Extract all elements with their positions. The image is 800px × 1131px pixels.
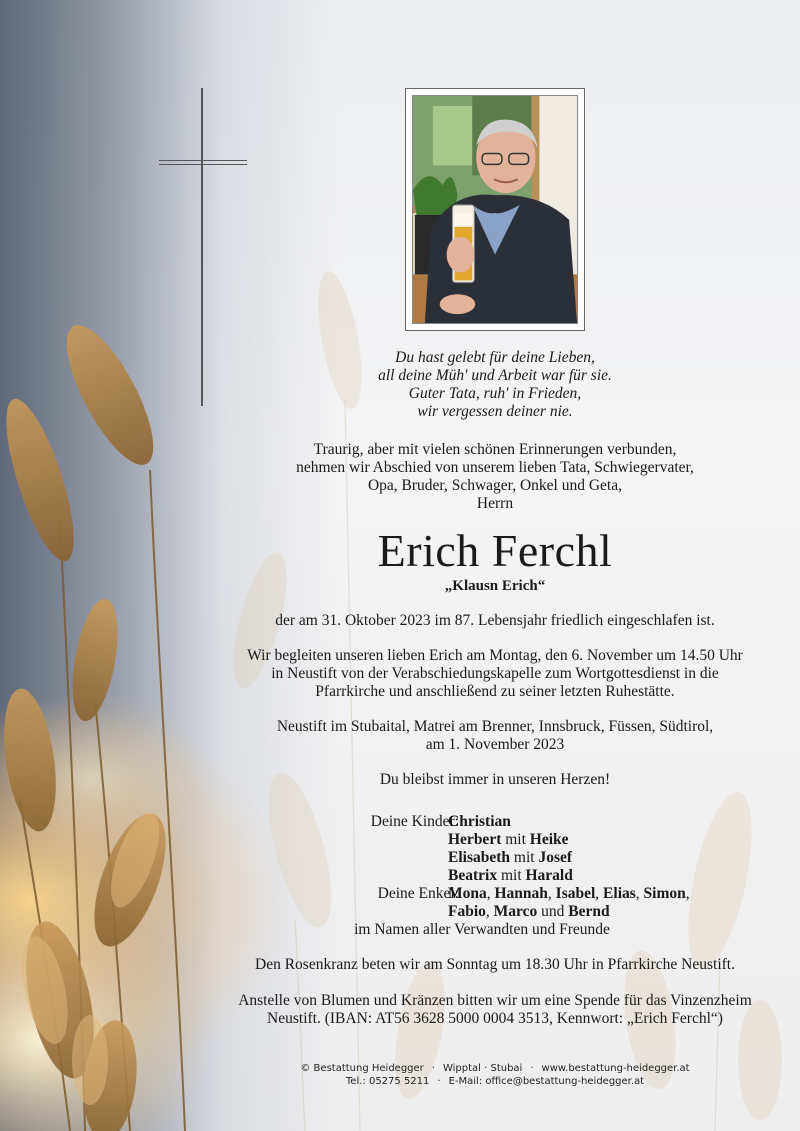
grandchildren-entry: Fabio, Marco und Bernd xyxy=(448,903,610,920)
connector-text: und xyxy=(537,903,569,920)
memorial-poem xyxy=(180,349,800,421)
grandchild-name: Fabio xyxy=(448,903,486,920)
grandchild-name: Bernd xyxy=(568,903,610,920)
family-row xyxy=(180,903,800,921)
funeral-line: Pfarrkirche und anschließend zu seiner letzten Ruhestätte. xyxy=(315,683,675,700)
poem-line: wir vergessen deiner nie. xyxy=(417,403,573,420)
donation-line: Neustift. (IBAN: AT56 3628 5000 0004 3513, Kennwort: „Erich Ferchl“) xyxy=(267,1010,723,1027)
grandchild-name: Elias xyxy=(603,885,636,902)
place-and-date xyxy=(180,718,800,754)
child-name: Elisabeth xyxy=(448,849,511,866)
connector-text: mit xyxy=(501,831,530,848)
grandchild-name: Marco xyxy=(493,903,538,920)
cross-icon-bar xyxy=(159,160,247,165)
funeral-line: in Neustift von der Verabschiedungskapelle zum Wortgottesdienst in die xyxy=(271,665,719,682)
footer-line xyxy=(180,1075,800,1088)
child-name: Herbert xyxy=(448,831,502,848)
grandchildren-entry: Mona, Hannah, Isabel, Elias, Simon, xyxy=(448,885,690,902)
company-email: E-Mail: office@bestattung-heidegger.at xyxy=(448,1076,645,1087)
portrait-photo xyxy=(412,95,578,324)
donation-notice xyxy=(180,992,800,1028)
connector-text: mit xyxy=(510,849,539,866)
child-entry xyxy=(448,831,569,849)
grandchildren-label: Deine Enkel: xyxy=(377,885,459,902)
grandchild-name: Hannah xyxy=(494,885,548,902)
funeral-line: Wir begleiten unseren lieben Erich am Montag, den 6. November um 14.50 Uhr xyxy=(247,647,743,664)
funeral-home-footer xyxy=(180,1062,800,1088)
additional-info xyxy=(180,956,800,1028)
company-phone: Tel.: 05275 5211 xyxy=(345,1076,430,1087)
family-row xyxy=(180,867,800,885)
family-row xyxy=(180,849,800,867)
grandchild-name: Simon xyxy=(643,885,686,902)
rosary-text: Den Rosenkranz beten wir am Sonntag um 18.30 Uhr in Pfarrkirche Neustift. xyxy=(255,956,735,973)
death-notice xyxy=(180,612,800,630)
connector-text: mit xyxy=(497,867,526,884)
child-entry xyxy=(448,849,572,867)
separator: · xyxy=(530,1063,534,1074)
intro-line: nehmen wir Abschied von unserem lieben Tata, Schwiegervater, xyxy=(296,459,694,476)
family-row xyxy=(180,831,800,849)
date-line: am 1. November 2023 xyxy=(425,736,565,753)
portrait-frame xyxy=(405,88,585,331)
intro-line: Traurig, aber mit vielen schönen Erinnerungen verbunden, xyxy=(313,441,677,458)
family-row xyxy=(180,813,800,831)
donation-line: Anstelle von Blumen und Kränzen bitten wir um eine Spende für das Vinzenzheim xyxy=(238,992,752,1009)
family-row xyxy=(180,885,800,903)
relatives-line: im Namen aller Verwandten und Freunde xyxy=(354,921,610,938)
intro-line: Opa, Bruder, Schwager, Onkel und Geta, xyxy=(367,477,622,494)
place-line: Neustift im Stubaital, Matrei am Brenner, Innsbruck, Füssen, Südtirol, xyxy=(276,718,714,735)
poem-line: Guter Tata, ruh' in Frieden, xyxy=(408,385,582,402)
child-name: Christian xyxy=(448,813,511,830)
grandchild-name: Isabel xyxy=(555,885,596,902)
child-entry xyxy=(448,813,511,831)
children-label: Deine Kinder: xyxy=(370,813,459,830)
obituary-text xyxy=(180,349,800,789)
separator: · xyxy=(437,1076,441,1087)
deceased-name: Erich Ferchl xyxy=(377,525,613,576)
deceased-nickname: „Klausn Erich“ xyxy=(444,578,546,594)
family-list xyxy=(180,813,800,939)
separator: · xyxy=(431,1063,435,1074)
partner-name: Josef xyxy=(538,849,573,866)
company-name: © Bestattung Heidegger xyxy=(300,1063,424,1074)
company-region: Wipptal · Stubai xyxy=(442,1063,523,1074)
rosary-notice xyxy=(180,956,800,974)
partner-name: Heike xyxy=(529,831,569,848)
grandchild-name: Mona xyxy=(448,885,487,902)
footer-line xyxy=(180,1062,800,1075)
intro-text xyxy=(180,441,800,513)
child-name: Beatrix xyxy=(448,867,498,884)
child-entry xyxy=(448,867,573,885)
partner-name: Harald xyxy=(525,867,573,884)
death-line: der am 31. Oktober 2023 im 87. Lebensjahr friedlich eingeschlafen ist. xyxy=(275,612,715,629)
poem-line: Du hast gelebt für deine Lieben, xyxy=(395,349,595,366)
poem-line: all deine Müh' und Arbeit war für sie. xyxy=(378,367,612,384)
intro-line: Herrn xyxy=(476,495,514,512)
closing-line xyxy=(180,771,800,789)
funeral-details xyxy=(180,647,800,701)
company-website: www.bestattung-heidegger.at xyxy=(541,1063,690,1074)
closing-text: Du bleibst immer in unseren Herzen! xyxy=(379,771,611,788)
